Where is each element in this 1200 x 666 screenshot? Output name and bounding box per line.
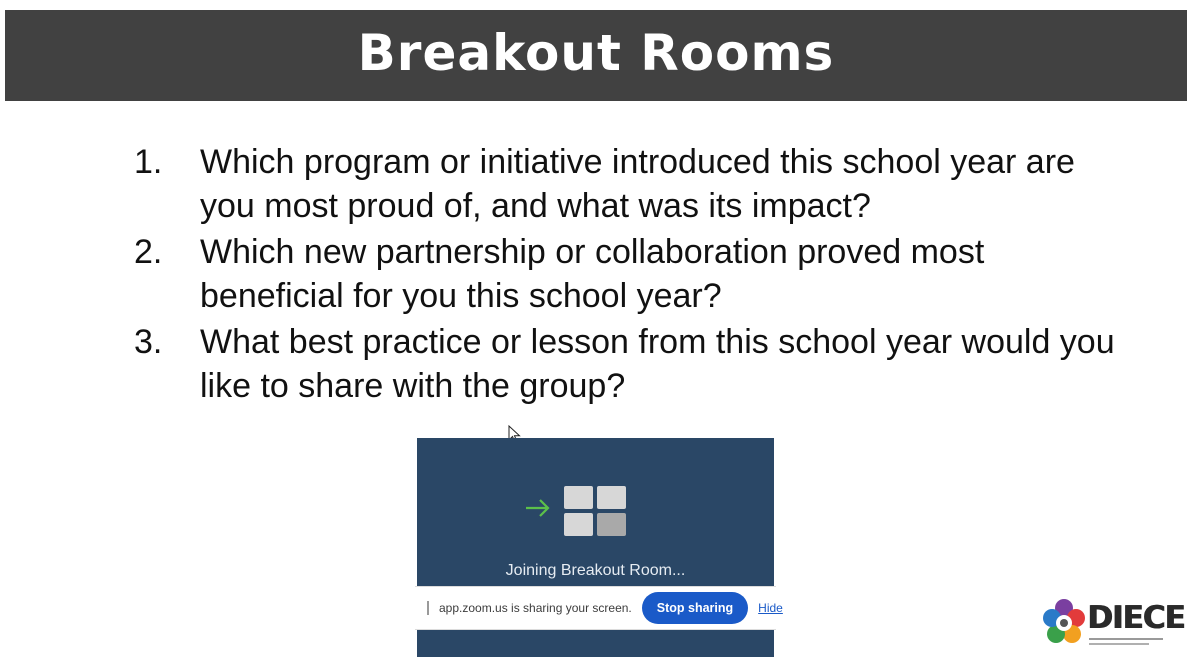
question-number: 2. xyxy=(134,233,163,271)
hide-link[interactable]: Hide xyxy=(758,601,783,615)
logo-wordmark: DIECE xyxy=(1087,600,1185,636)
title-bar xyxy=(5,10,1187,101)
logo-tagline xyxy=(1089,643,1149,645)
list-item xyxy=(134,140,1134,228)
breakout-grid-icon xyxy=(564,486,626,536)
arrow-right-icon xyxy=(525,498,551,518)
share-message: app.zoom.us is sharing your screen. xyxy=(439,601,632,615)
drag-handle-icon[interactable] xyxy=(427,601,429,615)
list-item xyxy=(134,320,1134,408)
question-text: Which program or initiative introduced this school year are you most proud of, and what was its impact? xyxy=(200,143,1075,225)
question-list xyxy=(134,140,1134,410)
diece-flower-icon xyxy=(1041,596,1087,654)
diece-logo xyxy=(1041,596,1185,654)
grid-cell xyxy=(597,513,626,536)
question-number: 1. xyxy=(134,143,163,181)
grid-cell xyxy=(564,513,593,536)
zoom-screenshot xyxy=(417,438,783,657)
slide-title: Breakout Rooms xyxy=(357,23,835,82)
stop-sharing-button[interactable]: Stop sharing xyxy=(642,592,748,624)
logo-tagline xyxy=(1089,638,1163,640)
question-text: Which new partnership or collaboration proved most beneficial for you this school year? xyxy=(200,233,985,315)
grid-cell xyxy=(597,486,626,509)
question-number: 3. xyxy=(134,323,163,361)
joining-status-text: Joining Breakout Room... xyxy=(505,562,686,579)
grid-cell xyxy=(564,486,593,509)
screen-share-bar xyxy=(415,586,783,630)
list-item xyxy=(134,230,1134,318)
question-text: What best practice or lesson from this school year would you like to share with the group? xyxy=(200,323,1115,405)
